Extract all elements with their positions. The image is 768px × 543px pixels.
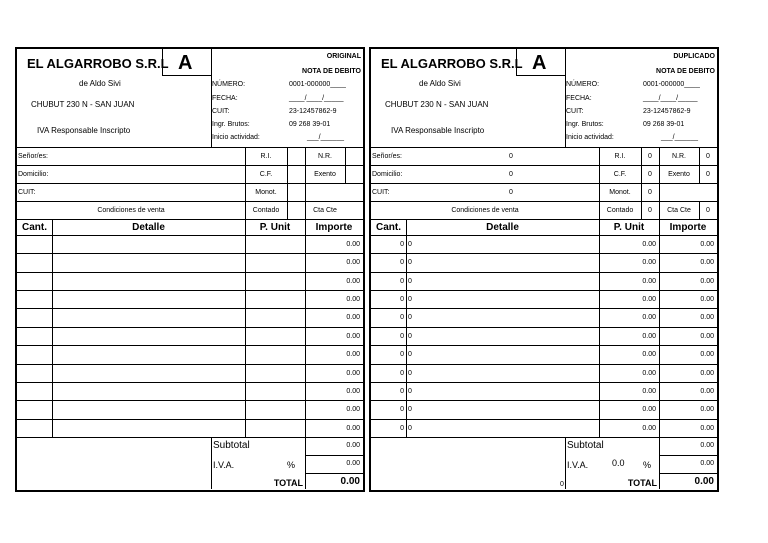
row-divider bbox=[17, 308, 363, 309]
cell-importe: 0.00 bbox=[346, 241, 360, 248]
cell-cant: 0 bbox=[400, 406, 404, 414]
doc-type: NOTA DE DEBITO bbox=[302, 68, 361, 75]
contado-label: Contado bbox=[252, 207, 280, 214]
row-divider bbox=[17, 382, 363, 383]
nr-label: N.R. bbox=[672, 153, 686, 160]
row-divider bbox=[371, 272, 717, 273]
cell-punit: 0.00 bbox=[642, 259, 656, 267]
cell-cant: 0 bbox=[400, 387, 404, 395]
row-divider bbox=[371, 419, 717, 420]
row-divider bbox=[17, 272, 363, 273]
iva-percent-sign: % bbox=[287, 460, 296, 470]
cell-punit: 0.00 bbox=[642, 277, 656, 285]
cell-cant: 0 bbox=[400, 424, 404, 432]
cf-value: 0 bbox=[648, 171, 652, 178]
total-label: TOTAL bbox=[273, 478, 303, 488]
cell-importe: 0.00 bbox=[700, 387, 714, 395]
condiciones-label: Condiciones de venta bbox=[97, 207, 165, 214]
cell-importe: 0.00 bbox=[700, 314, 714, 322]
contado-label: Contado bbox=[606, 207, 634, 214]
row-divider bbox=[17, 400, 363, 401]
cell-importe: 0.00 bbox=[346, 387, 360, 395]
cell-punit: 0.00 bbox=[642, 296, 656, 304]
ri-value: 0 bbox=[648, 153, 652, 160]
domicilio-label: Domicilio: bbox=[372, 171, 403, 178]
copy-label: DUPLICADO bbox=[673, 53, 715, 60]
cell-punit: 0.00 bbox=[642, 241, 656, 248]
numero-label: NÚMERO: bbox=[566, 81, 600, 88]
cell-importe: 0.00 bbox=[346, 351, 360, 359]
cell-detalle: 0 bbox=[408, 351, 412, 359]
col-punit-header: P. Unit bbox=[613, 222, 645, 233]
cell-punit: 0.00 bbox=[642, 387, 656, 395]
cell-detalle: 0 bbox=[408, 424, 412, 432]
company-name: EL ALGARROBO S.R.L bbox=[381, 56, 523, 71]
company-subtitle: de Aldo Sivi bbox=[419, 79, 461, 88]
copy-label: ORIGINAL bbox=[326, 53, 361, 60]
ri-label: R.I. bbox=[614, 153, 626, 160]
company-iva: IVA Responsable Inscripto bbox=[391, 126, 485, 135]
cell-importe: 0.00 bbox=[700, 277, 714, 285]
company-iva: IVA Responsable Inscripto bbox=[37, 126, 131, 135]
cell-detalle: 0 bbox=[408, 369, 412, 377]
cf-label: C.F. bbox=[259, 171, 273, 178]
row-divider bbox=[371, 253, 717, 254]
cell-punit: 0.00 bbox=[642, 424, 656, 432]
invoice-letter: A bbox=[178, 52, 193, 74]
cell-importe: 0.00 bbox=[700, 332, 714, 340]
numero-label: NÚMERO: bbox=[212, 81, 246, 88]
cell-importe: 0.00 bbox=[700, 369, 714, 377]
cell-importe: 0.00 bbox=[346, 369, 360, 377]
footer-left-value: 0 bbox=[560, 481, 564, 488]
total-value: 0.00 bbox=[340, 476, 360, 487]
ctacte-value: 0 bbox=[706, 207, 710, 214]
cell-importe: 0.00 bbox=[700, 241, 714, 248]
iva-value: 0.00 bbox=[346, 460, 360, 467]
company-address: CHUBUT 230 N - SAN JUAN bbox=[385, 100, 489, 109]
company-subtitle: de Aldo Sivi bbox=[79, 79, 121, 88]
cell-cant: 0 bbox=[400, 351, 404, 359]
numero-value: 0001-000000____ bbox=[289, 81, 346, 88]
domicilio-value: 0 bbox=[509, 171, 513, 178]
iva-label: I.V.A. bbox=[567, 460, 589, 470]
cell-cant: 0 bbox=[400, 296, 404, 304]
exento-label: Exento bbox=[314, 171, 336, 178]
col-punit-header: P. Unit bbox=[259, 222, 291, 233]
ingr-brutos-label: Ingr. Brutos: bbox=[566, 121, 604, 128]
letter-box bbox=[516, 49, 566, 76]
col-cant-header: Cant. bbox=[22, 222, 47, 233]
cell-importe: 0.00 bbox=[346, 296, 360, 304]
invoice-letter: A bbox=[532, 52, 547, 74]
iva-percent-sign: % bbox=[643, 460, 652, 470]
nr-value: 0 bbox=[706, 153, 710, 160]
row-divider bbox=[371, 308, 717, 309]
cell-punit: 0.00 bbox=[642, 369, 656, 377]
inicio-actividad-label: Inicio actividad: bbox=[566, 134, 614, 141]
subtotal-value: 0.00 bbox=[700, 442, 714, 449]
col-detalle-header: Detalle bbox=[486, 222, 519, 233]
doc-type: NOTA DE DEBITO bbox=[656, 68, 715, 75]
fecha-label: FECHA: bbox=[212, 95, 238, 102]
cell-detalle: 0 bbox=[408, 241, 412, 248]
cell-cant: 0 bbox=[400, 314, 404, 322]
cell-importe: 0.00 bbox=[700, 424, 714, 432]
ingr-brutos-label: Ingr. Brutos: bbox=[212, 121, 250, 128]
cell-importe: 0.00 bbox=[346, 314, 360, 322]
col-cant-header: Cant. bbox=[376, 222, 401, 233]
cell-importe: 0.00 bbox=[346, 277, 360, 285]
ri-label: R.I. bbox=[260, 153, 272, 160]
senor-label: Señor/es: bbox=[18, 153, 48, 160]
cell-punit: 0.00 bbox=[642, 314, 656, 322]
cell-detalle: 0 bbox=[408, 406, 412, 414]
invoice-form-duplicado bbox=[369, 47, 719, 492]
col-importe-header: Importe bbox=[669, 222, 707, 233]
row-divider bbox=[17, 345, 363, 346]
numero-value: 0001-000000____ bbox=[643, 81, 700, 88]
senor-value: 0 bbox=[509, 153, 513, 160]
contado-value: 0 bbox=[648, 207, 652, 214]
cf-label: C.F. bbox=[613, 171, 627, 178]
row-divider bbox=[371, 400, 717, 401]
inicio-actividad-value: ___/______ bbox=[661, 134, 698, 141]
cuit-value: 23-12457862-9 bbox=[643, 108, 691, 115]
total-label: TOTAL bbox=[627, 478, 657, 488]
cell-importe: 0.00 bbox=[346, 332, 360, 340]
monot-label: Monot. bbox=[255, 189, 277, 196]
cell-cant: 0 bbox=[400, 332, 404, 340]
nr-label: N.R. bbox=[318, 153, 332, 160]
inicio-actividad-value: ___/______ bbox=[307, 134, 344, 141]
row-divider bbox=[17, 290, 363, 291]
cell-punit: 0.00 bbox=[642, 332, 656, 340]
cell-importe: 0.00 bbox=[700, 296, 714, 304]
ctacte-label: Cta Cte bbox=[667, 207, 691, 214]
cell-cant: 0 bbox=[400, 277, 404, 285]
subtotal-label: Subtotal bbox=[567, 440, 604, 451]
company-name: EL ALGARROBO S.R.L bbox=[27, 56, 169, 71]
col-detalle-header: Detalle bbox=[132, 222, 165, 233]
cell-detalle: 0 bbox=[408, 277, 412, 285]
condiciones-label: Condiciones de venta bbox=[451, 207, 519, 214]
row-divider bbox=[17, 364, 363, 365]
row-divider bbox=[371, 327, 717, 328]
fecha-label: FECHA: bbox=[566, 95, 592, 102]
cell-detalle: 0 bbox=[408, 259, 412, 267]
cuit-client-value: 0 bbox=[509, 189, 513, 196]
cuit-client-label: CUIT: bbox=[372, 189, 390, 196]
cuit-client-label: CUIT: bbox=[18, 189, 36, 196]
col-importe-header: Importe bbox=[315, 222, 353, 233]
ingr-brutos-value: 09 268 39-01 bbox=[643, 121, 685, 128]
cell-detalle: 0 bbox=[408, 387, 412, 395]
iva-label: I.V.A. bbox=[213, 460, 235, 470]
cell-importe: 0.00 bbox=[700, 406, 714, 414]
row-divider bbox=[371, 290, 717, 291]
cell-detalle: 0 bbox=[408, 314, 412, 322]
exento-value: 0 bbox=[706, 171, 710, 178]
cell-cant: 0 bbox=[400, 259, 404, 267]
monot-value: 0 bbox=[648, 189, 652, 196]
row-divider bbox=[17, 419, 363, 420]
cuit-label: CUIT: bbox=[212, 108, 230, 115]
cell-importe: 0.00 bbox=[346, 424, 360, 432]
row-divider bbox=[371, 345, 717, 346]
row-divider bbox=[371, 382, 717, 383]
row-divider bbox=[17, 327, 363, 328]
cell-importe: 0.00 bbox=[700, 259, 714, 267]
invoice-form-original bbox=[15, 47, 365, 492]
senor-label: Señor/es: bbox=[372, 153, 402, 160]
inicio-actividad-label: Inicio actividad: bbox=[212, 134, 260, 141]
monot-label: Monot. bbox=[609, 189, 631, 196]
cell-detalle: 0 bbox=[408, 296, 412, 304]
cell-cant: 0 bbox=[400, 241, 404, 248]
fecha-value: ____/____/_____ bbox=[643, 95, 698, 102]
cell-importe: 0.00 bbox=[346, 259, 360, 267]
cell-cant: 0 bbox=[400, 369, 404, 377]
ctacte-label: Cta Cte bbox=[313, 207, 337, 214]
fecha-value: ____/____/_____ bbox=[289, 95, 344, 102]
domicilio-label: Domicilio: bbox=[18, 171, 49, 178]
total-value: 0.00 bbox=[694, 476, 714, 487]
exento-label: Exento bbox=[668, 171, 690, 178]
cell-importe: 0.00 bbox=[700, 351, 714, 359]
subtotal-label: Subtotal bbox=[213, 440, 250, 451]
company-address: CHUBUT 230 N - SAN JUAN bbox=[31, 100, 135, 109]
cuit-label: CUIT: bbox=[566, 108, 584, 115]
cuit-value: 23-12457862-9 bbox=[289, 108, 337, 115]
cell-punit: 0.00 bbox=[642, 406, 656, 414]
cell-punit: 0.00 bbox=[642, 351, 656, 359]
subtotal-value: 0.00 bbox=[346, 442, 360, 449]
row-divider bbox=[17, 253, 363, 254]
ingr-brutos-value: 09 268 39-01 bbox=[289, 121, 331, 128]
cell-importe: 0.00 bbox=[346, 406, 360, 414]
letter-box bbox=[162, 49, 212, 76]
iva-value: 0.00 bbox=[700, 460, 714, 467]
row-divider bbox=[371, 364, 717, 365]
cell-detalle: 0 bbox=[408, 332, 412, 340]
iva-rate: 0.0 bbox=[612, 458, 625, 468]
